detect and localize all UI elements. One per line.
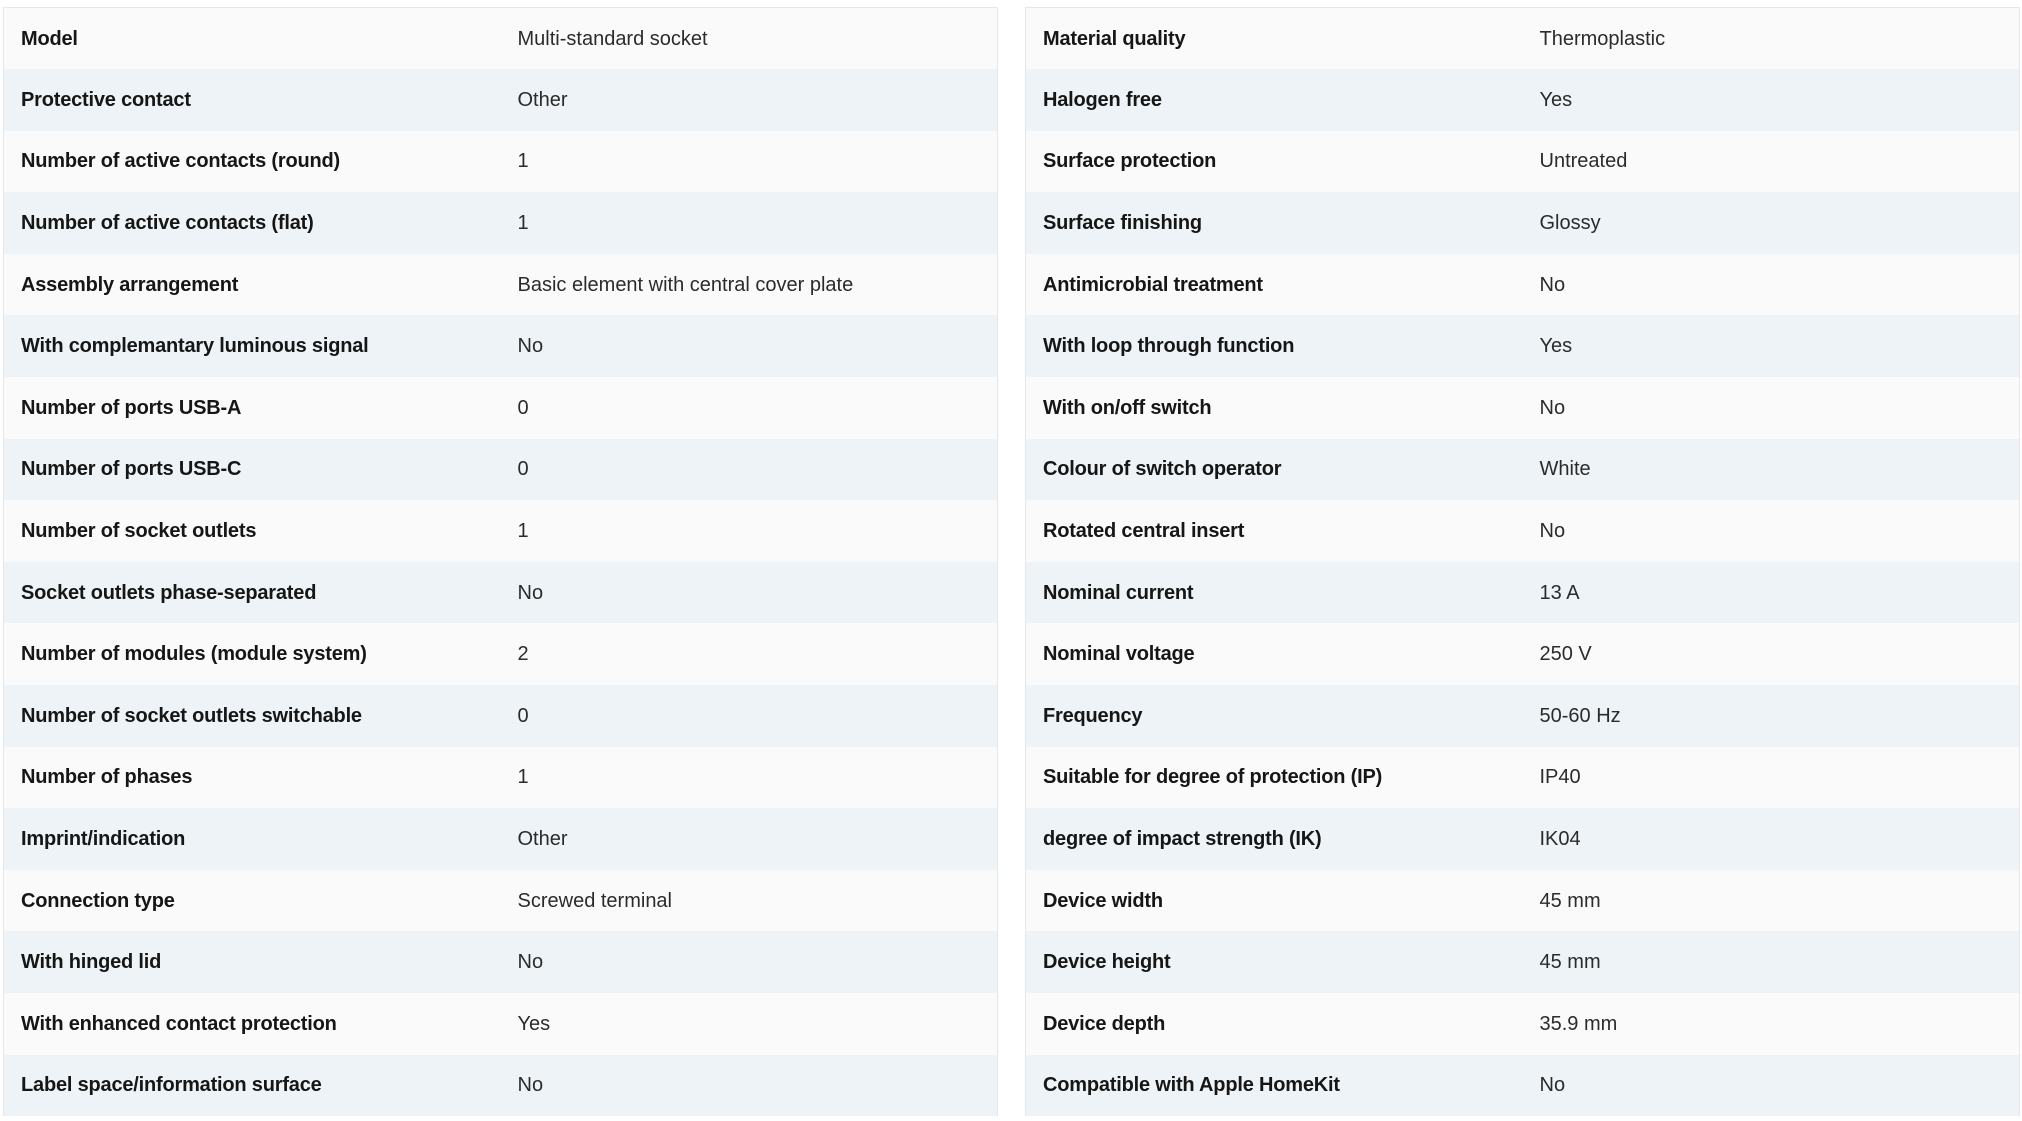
- table-row: [1026, 500, 2020, 562]
- spec-label: Frequency: [1043, 704, 1143, 727]
- table-row: [4, 808, 998, 870]
- spec-value: Yes: [517, 1012, 551, 1035]
- table-row: [1026, 377, 2020, 439]
- spec-label: Number of socket outlets switchable: [21, 704, 362, 727]
- spec-label: Imprint/indication: [21, 828, 186, 851]
- table-row: [1026, 439, 2020, 501]
- spec-label: Compatible with Apple HomeKit: [1043, 1074, 1340, 1097]
- table-row: [4, 131, 998, 193]
- spec-value: Untreated: [1539, 150, 1628, 173]
- spec-label: Surface finishing: [1043, 212, 1202, 235]
- spec-value: Other: [517, 828, 568, 851]
- spec-label: Rotated central insert: [1043, 520, 1245, 543]
- table-row: [4, 377, 998, 439]
- spec-label: Colour of switch operator: [1043, 458, 1282, 481]
- spec-label: Nominal current: [1043, 581, 1194, 604]
- spec-label: Number of socket outlets: [21, 520, 257, 543]
- spec-label: With complemantary luminous signal: [21, 335, 369, 358]
- spec-label: Number of active contacts (flat): [21, 212, 314, 235]
- spec-label: Protective contact: [21, 88, 191, 111]
- spec-value: No: [517, 581, 544, 604]
- table-row: [1026, 8, 2020, 70]
- spec-value: 0: [517, 396, 529, 419]
- spec-table-right: [1025, 7, 2020, 1116]
- table-row: [4, 870, 998, 932]
- table-row: [1026, 808, 2020, 870]
- table-row: [1026, 993, 2020, 1055]
- table-row: [1026, 131, 2020, 193]
- spec-label: Socket outlets phase-separated: [21, 581, 317, 604]
- spec-value: No: [517, 951, 544, 974]
- table-row: [1026, 931, 2020, 993]
- spec-label: With enhanced contact protection: [21, 1012, 337, 1035]
- spec-label: With loop through function: [1043, 335, 1295, 358]
- table-row: [4, 439, 998, 501]
- spec-value: 1: [517, 520, 529, 543]
- table-row: [1026, 254, 2020, 316]
- spec-label: Material quality: [1043, 27, 1186, 50]
- spec-label: Nominal voltage: [1043, 643, 1195, 666]
- spec-value: Yes: [1539, 335, 1573, 358]
- spec-value: 50-60 Hz: [1539, 704, 1621, 727]
- table-row: [1026, 870, 2020, 932]
- table-row: [1026, 747, 2020, 809]
- spec-value: 250 V: [1539, 643, 1592, 666]
- spec-value: No: [1539, 520, 1566, 543]
- spec-label: Model: [21, 27, 78, 50]
- spec-value: Glossy: [1539, 212, 1601, 235]
- table-row: [4, 315, 998, 377]
- spec-label: With on/off switch: [1043, 396, 1212, 419]
- spec-value: 1: [517, 766, 529, 789]
- spec-label: Number of active contacts (round): [21, 150, 340, 173]
- table-row: [1026, 1055, 2020, 1117]
- table-row: [4, 192, 998, 254]
- table-row: [1026, 562, 2020, 624]
- spec-label: Suitable for degree of protection (IP): [1043, 766, 1383, 789]
- spec-label: Device height: [1043, 951, 1171, 974]
- spec-label: Label space/information surface: [21, 1074, 322, 1097]
- spec-value: 35.9 mm: [1539, 1012, 1618, 1035]
- spec-label: With hinged lid: [21, 951, 162, 974]
- spec-value: 45 mm: [1539, 889, 1601, 912]
- spec-label: Number of ports USB-A: [21, 396, 242, 419]
- spec-label: Number of phases: [21, 766, 193, 789]
- table-row: [4, 623, 998, 685]
- spec-label: Device width: [1043, 889, 1163, 912]
- spec-value: Screwed terminal: [517, 889, 673, 912]
- spec-value: 0: [517, 458, 529, 481]
- table-row: [4, 931, 998, 993]
- spec-label: Number of modules (module system): [21, 643, 367, 666]
- spec-value: Other: [517, 88, 568, 111]
- spec-value: Multi-standard socket: [517, 27, 708, 50]
- table-row: [4, 993, 998, 1055]
- spec-label: Number of ports USB-C: [21, 458, 242, 481]
- spec-value: 0: [517, 704, 529, 727]
- spec-value: Basic element with central cover plate: [517, 273, 854, 296]
- spec-value: 13 A: [1539, 581, 1580, 604]
- spec-table-left: [3, 7, 998, 1116]
- spec-value: 2: [517, 643, 529, 666]
- spec-value: Yes: [1539, 88, 1573, 111]
- table-row: [1026, 69, 2020, 131]
- table-row: [4, 685, 998, 747]
- spec-value: No: [1539, 273, 1566, 296]
- spec-label: Halogen free: [1043, 88, 1162, 111]
- spec-label: Assembly arrangement: [21, 273, 239, 296]
- spec-value: No: [1539, 1074, 1566, 1097]
- spec-value: IK04: [1539, 828, 1581, 851]
- table-row: [4, 562, 998, 624]
- spec-value: 45 mm: [1539, 951, 1601, 974]
- spec-value: 1: [517, 150, 529, 173]
- spec-value: No: [517, 1074, 544, 1097]
- spec-value: No: [1539, 396, 1566, 419]
- table-row: [4, 747, 998, 809]
- table-row: [4, 8, 998, 70]
- spec-value: Thermoplastic: [1539, 27, 1666, 50]
- spec-label: degree of impact strength (IK): [1043, 828, 1322, 851]
- spec-value: 1: [517, 212, 529, 235]
- table-row: [1026, 685, 2020, 747]
- spec-label: Device depth: [1043, 1012, 1166, 1035]
- table-row: [4, 254, 998, 316]
- table-row: [1026, 623, 2020, 685]
- spec-value: White: [1539, 458, 1591, 481]
- table-row: [4, 500, 998, 562]
- spec-label: Surface protection: [1043, 150, 1217, 173]
- table-row: [1026, 315, 2020, 377]
- spec-label: Connection type: [21, 889, 175, 912]
- spec-value: IP40: [1539, 766, 1581, 789]
- table-row: [1026, 192, 2020, 254]
- spec-label: Antimicrobial treatment: [1043, 273, 1263, 296]
- table-row: [4, 69, 998, 131]
- spec-value: No: [517, 335, 544, 358]
- table-row: [4, 1055, 998, 1117]
